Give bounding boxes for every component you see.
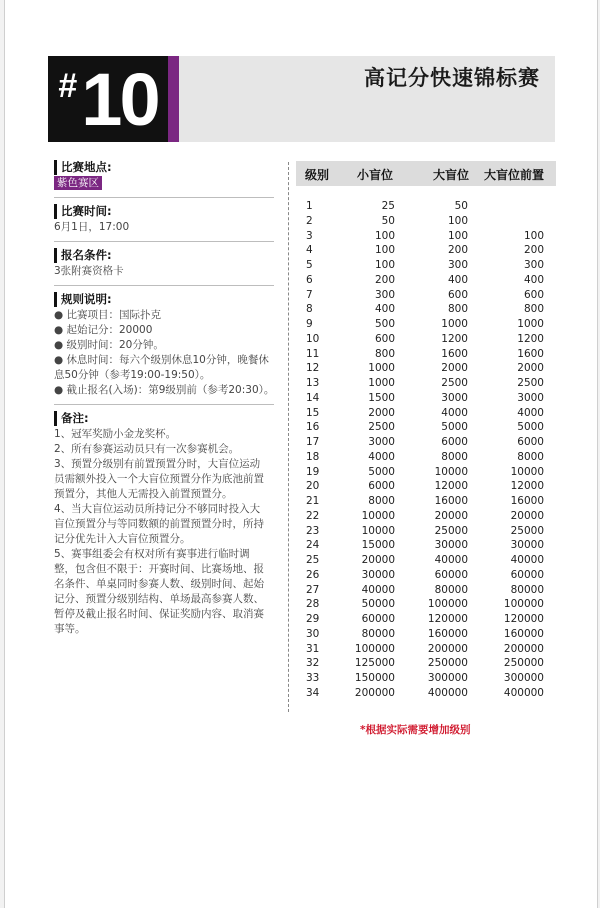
note-line: 1、冠军奖励小金龙奖杯。	[54, 428, 177, 440]
header-big-blind-ante: 大盲位前置	[484, 168, 545, 182]
big-blind-cell: 20000	[434, 509, 468, 522]
small-blind-cell: 40000	[361, 583, 395, 596]
table-row	[296, 480, 556, 495]
notes-label: 备注:	[54, 411, 274, 426]
level-cell: 4	[306, 244, 313, 257]
ante-cell: 3000	[517, 391, 544, 404]
big-blind-cell: 120000	[427, 613, 468, 625]
table-row	[296, 392, 556, 407]
table-row	[296, 584, 556, 599]
level-cell: 7	[306, 288, 313, 301]
big-blind-cell: 1000	[441, 318, 468, 330]
level-cell: 11	[306, 347, 320, 360]
table-row	[296, 303, 556, 318]
big-blind-cell: 400000	[427, 686, 468, 699]
small-blind-cell: 20000	[361, 554, 395, 566]
small-blind-cell: 1000	[368, 362, 395, 375]
small-blind-cell: 400	[374, 303, 395, 316]
big-blind-cell: 16000	[434, 495, 468, 507]
entry-section	[54, 248, 274, 279]
level-cell: 29	[306, 613, 320, 625]
ante-cell: 4000	[517, 406, 544, 419]
blind-structure-table	[296, 200, 556, 702]
table-row	[296, 539, 556, 554]
small-blind-cell: 30000	[361, 568, 395, 581]
event-title: 高记分快速锦标赛	[364, 66, 540, 90]
big-blind-cell: 2000	[441, 362, 468, 375]
level-cell: 5	[306, 259, 313, 271]
level-cell: 34	[306, 686, 320, 699]
level-cell: 9	[306, 318, 313, 330]
small-blind-cell: 200000	[354, 686, 395, 699]
big-blind-cell: 800	[447, 303, 468, 316]
rule-line: ● 比赛项目：国际扑克	[54, 309, 161, 321]
small-blind-cell: 10000	[361, 524, 395, 537]
big-blind-cell: 6000	[441, 436, 468, 448]
table-row	[296, 466, 556, 481]
divider	[54, 404, 274, 405]
table-row	[296, 569, 556, 584]
table-row	[296, 333, 556, 348]
note-line: 4、当大盲位运动员所持记分不够同时投入大	[54, 503, 261, 515]
ante-cell: 400	[523, 273, 544, 286]
ante-cell: 25000	[510, 524, 544, 537]
small-blind-cell: 2000	[368, 406, 395, 419]
table-row	[296, 289, 556, 304]
small-blind-cell: 125000	[354, 657, 395, 670]
note-line: 预置分，其他人无需投入前置预置分。	[54, 488, 233, 500]
big-blind-cell: 200000	[427, 642, 468, 655]
note-line: 记分、预置分级别结构、单场最高参赛人数、	[54, 593, 264, 605]
note-line: 5、赛事组委会有权对所有赛事进行临时调	[54, 548, 250, 560]
event-number-block	[48, 56, 168, 142]
big-blind-cell: 25000	[434, 524, 468, 537]
table-row	[296, 215, 556, 230]
rule-line: ● 起始记分：20000	[54, 324, 153, 336]
small-blind-cell: 500	[374, 318, 395, 330]
note-line: 事等。	[54, 623, 86, 635]
level-cell: 15	[306, 406, 320, 419]
small-blind-cell: 3000	[368, 436, 395, 448]
big-blind-cell: 30000	[434, 539, 468, 552]
big-blind-cell: 4000	[441, 406, 468, 419]
table-row	[296, 274, 556, 289]
table-row	[296, 200, 556, 215]
table-row	[296, 495, 556, 510]
venue-label: 比赛地点:	[54, 160, 274, 175]
ante-cell: 300000	[503, 672, 544, 684]
small-blind-cell: 8000	[368, 495, 395, 507]
note-line: 名条件、单桌同时参赛人数、级别时间、起始	[54, 578, 264, 590]
small-blind-cell: 150000	[354, 672, 395, 684]
small-blind-cell: 25	[381, 200, 395, 212]
event-number: 10	[81, 57, 158, 141]
table-row	[296, 259, 556, 274]
level-cell: 26	[306, 568, 320, 581]
ante-cell: 600	[523, 288, 544, 301]
big-blind-cell: 100	[447, 214, 468, 227]
table-row	[296, 377, 556, 392]
level-cell: 12	[306, 362, 320, 375]
ante-cell: 80000	[510, 583, 544, 596]
ante-cell: 100	[523, 229, 544, 242]
level-cell: 30	[306, 627, 320, 640]
table-row	[296, 687, 556, 702]
table-row	[296, 643, 556, 658]
info-column	[54, 160, 274, 643]
big-blind-cell: 2500	[441, 377, 468, 389]
ante-cell: 200	[523, 244, 544, 257]
ante-cell: 300	[523, 259, 544, 271]
small-blind-cell: 50000	[361, 598, 395, 611]
big-blind-cell: 40000	[434, 554, 468, 566]
small-blind-cell: 15000	[361, 539, 395, 552]
small-blind-cell: 800	[374, 347, 395, 360]
level-cell: 31	[306, 642, 320, 655]
ante-cell: 12000	[510, 480, 544, 493]
rule-line: 息50分钟（参考19:00-19:50）。	[54, 369, 211, 381]
big-blind-cell: 200	[447, 244, 468, 257]
big-blind-cell: 5000	[441, 421, 468, 434]
note-line: 员需额外投入一个大盲位预置分作为底池前置	[54, 473, 264, 485]
table-row	[296, 436, 556, 451]
header-big-blind: 大盲位	[433, 168, 470, 182]
time-section	[54, 204, 274, 235]
ante-cell: 6000	[517, 436, 544, 448]
header-level: 级别	[305, 168, 330, 182]
level-cell: 28	[306, 598, 320, 611]
small-blind-cell: 5000	[368, 465, 395, 478]
level-cell: 24	[306, 539, 320, 552]
level-cell: 6	[306, 273, 313, 286]
table-row	[296, 348, 556, 363]
ante-cell: 1600	[517, 347, 544, 360]
note-line: 2、所有参赛运动员只有一次参赛机会。	[54, 443, 240, 455]
ante-cell: 60000	[510, 568, 544, 581]
level-cell: 20	[306, 480, 320, 493]
level-cell: 1	[306, 200, 313, 212]
big-blind-cell: 300	[447, 259, 468, 271]
small-blind-cell: 100	[374, 259, 395, 271]
column-divider	[288, 162, 289, 712]
table-row	[296, 421, 556, 436]
ante-cell: 2500	[517, 377, 544, 389]
level-cell: 10	[306, 332, 320, 345]
table-row	[296, 628, 556, 643]
table-row	[296, 613, 556, 628]
level-cell: 25	[306, 554, 320, 566]
note-line: 整，包含但不限于：开赛时间、比赛场地、报	[54, 563, 264, 575]
ante-cell: 8000	[517, 450, 544, 463]
small-blind-cell: 60000	[361, 613, 395, 625]
level-cell: 2	[306, 214, 313, 227]
big-blind-cell: 100000	[427, 598, 468, 611]
ante-cell: 800	[523, 303, 544, 316]
level-cell: 19	[306, 465, 320, 478]
small-blind-cell: 1000	[368, 377, 395, 389]
ante-cell: 1200	[517, 332, 544, 345]
level-cell: 27	[306, 583, 320, 596]
table-row	[296, 244, 556, 259]
big-blind-cell: 1200	[441, 332, 468, 345]
rule-line: ● 截止报名(入场)：第9级别前（参考20:30）。	[54, 384, 275, 396]
rules-section	[54, 292, 274, 398]
ante-cell: 10000	[510, 465, 544, 478]
level-cell: 14	[306, 391, 320, 404]
time-label: 比赛时间:	[54, 204, 274, 219]
rules-label: 规则说明:	[54, 292, 274, 307]
small-blind-cell: 100	[374, 229, 395, 242]
purple-accent-stripe	[168, 56, 179, 142]
big-blind-cell: 60000	[434, 568, 468, 581]
hash-sign: #	[58, 66, 78, 105]
small-blind-cell: 600	[374, 332, 395, 345]
note-line: 盲位预置分与等同数额的前置预置分时，所持	[54, 518, 264, 530]
small-blind-cell: 4000	[368, 450, 395, 463]
big-blind-cell: 100	[447, 229, 468, 242]
ante-cell: 160000	[503, 627, 544, 640]
big-blind-cell: 600	[447, 288, 468, 301]
big-blind-cell: 80000	[434, 583, 468, 596]
level-cell: 32	[306, 657, 320, 670]
big-blind-cell: 400	[447, 273, 468, 286]
ante-cell: 400000	[503, 686, 544, 699]
note-line: 暂停及截止报名时间、保证奖励内容、取消赛	[54, 608, 264, 620]
ante-cell: 20000	[510, 509, 544, 522]
ante-cell: 1000	[517, 318, 544, 330]
level-cell: 8	[306, 303, 313, 316]
level-cell: 21	[306, 495, 320, 507]
ante-cell: 16000	[510, 495, 544, 507]
level-cell: 22	[306, 509, 320, 522]
small-blind-cell: 300	[374, 288, 395, 301]
venue-section	[54, 160, 274, 191]
table-row	[296, 554, 556, 569]
divider	[54, 241, 274, 242]
big-blind-cell: 50	[454, 200, 468, 212]
level-cell: 16	[306, 421, 320, 434]
ante-cell: 200000	[503, 642, 544, 655]
small-blind-cell: 6000	[368, 480, 395, 493]
table-row	[296, 657, 556, 672]
entry-value: 3张附赛资格卡	[54, 265, 124, 277]
divider	[54, 197, 274, 198]
table-row	[296, 451, 556, 466]
venue-value: 紫色赛区	[54, 176, 102, 190]
small-blind-cell: 50	[381, 214, 395, 227]
note-line: 3、预置分级别有前置预置分时，大盲位运动	[54, 458, 261, 470]
table-row	[296, 318, 556, 333]
big-blind-cell: 3000	[441, 391, 468, 404]
big-blind-cell: 300000	[427, 672, 468, 684]
ante-cell: 2000	[517, 362, 544, 375]
table-row	[296, 598, 556, 613]
ante-cell: 40000	[510, 554, 544, 566]
divider	[54, 285, 274, 286]
entry-label: 报名条件:	[54, 248, 274, 263]
table-row	[296, 407, 556, 422]
level-cell: 33	[306, 672, 320, 684]
rule-line: ● 休息时间：每六个级别休息10分钟，晚餐休	[54, 354, 269, 366]
small-blind-cell: 1500	[368, 391, 395, 404]
table-row	[296, 525, 556, 540]
level-cell: 17	[306, 436, 320, 448]
table-row	[296, 510, 556, 525]
small-blind-cell: 2500	[368, 421, 395, 434]
big-blind-cell: 10000	[434, 465, 468, 478]
table-footnote: *根据实际需要增加级别	[360, 724, 471, 736]
level-cell: 3	[306, 229, 313, 242]
ante-cell: 5000	[517, 421, 544, 434]
ante-cell: 120000	[503, 613, 544, 625]
header-small-blind: 小盲位	[357, 168, 394, 182]
small-blind-cell: 200	[374, 273, 395, 286]
ante-cell: 100000	[503, 598, 544, 611]
small-blind-cell: 10000	[361, 509, 395, 522]
rule-line: ● 级别时间：20分钟。	[54, 339, 164, 351]
ante-cell: 30000	[510, 539, 544, 552]
table-row	[296, 672, 556, 687]
small-blind-cell: 100000	[354, 642, 395, 655]
table-row	[296, 230, 556, 245]
big-blind-cell: 1600	[441, 347, 468, 360]
big-blind-cell: 160000	[427, 627, 468, 640]
level-cell: 23	[306, 524, 320, 537]
table-row	[296, 362, 556, 377]
small-blind-cell: 100	[374, 244, 395, 257]
note-line: 记分优先计入大盲位预置分。	[54, 533, 191, 545]
time-value: 6月1日，17:00	[54, 221, 130, 233]
big-blind-cell: 12000	[434, 480, 468, 493]
big-blind-cell: 8000	[441, 450, 468, 463]
big-blind-cell: 250000	[427, 657, 468, 670]
notes-section	[54, 411, 274, 637]
level-cell: 18	[306, 450, 320, 463]
small-blind-cell: 80000	[361, 627, 395, 640]
ante-cell: 250000	[503, 657, 544, 670]
level-cell: 13	[306, 377, 320, 389]
